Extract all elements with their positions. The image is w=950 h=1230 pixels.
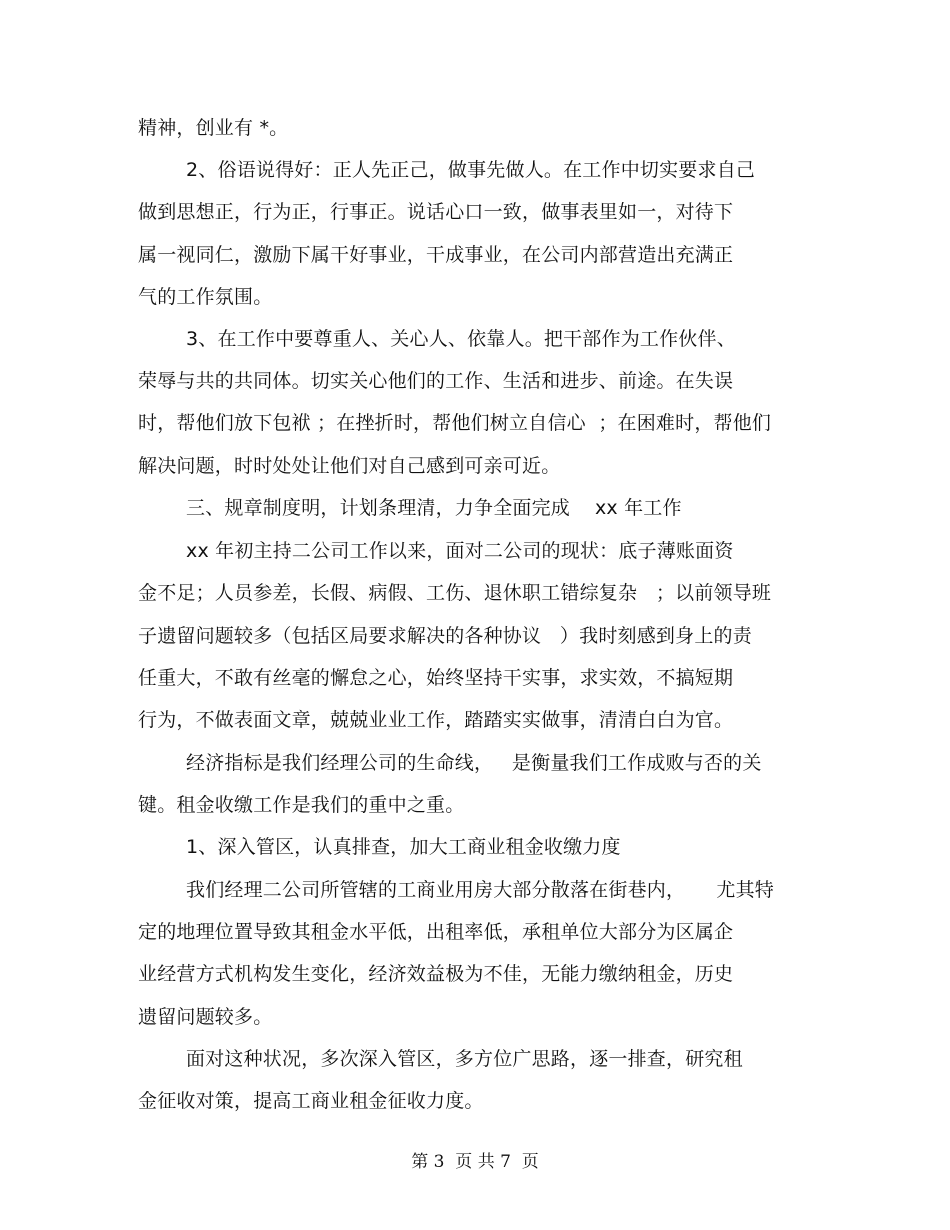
text-line: 做到思想正，行为正，行事正。说话心口一致，做事表里如一，对待下 xyxy=(138,201,734,223)
text-line: 解决问题，时时处处让他们对自己感到可亲可近。 xyxy=(138,455,561,477)
text-line: 3、在工作中要尊重人、关心人、依靠人。把干部作为工作伙伴、 xyxy=(186,328,736,350)
text-line: 行为，不做表面文章，兢兢业业工作，踏踏实实做事，清清白白为官。 xyxy=(138,709,734,731)
text-line: xx 年初主持二公司工作以来，面对二公司的现状：底子薄账面资 xyxy=(186,540,734,562)
text-line: 金不足；人员参差，长假、病假、工伤、退休职工错综复杂 ；以前领导班 xyxy=(138,582,772,604)
subsection-heading: 1、深入管区，认真排查，加大工商业租金收缴力度 xyxy=(186,836,621,858)
text-line: 荣辱与共的共同体。切实关心他们的工作、生活和进步、前途。在失误 xyxy=(138,370,734,392)
text-line: 键。租金收缴工作是我们的重中之重。 xyxy=(138,794,465,816)
text-line: 业经营方式机构发生变化，经济效益极为不佳，无能力缴纳租金，历史 xyxy=(138,963,734,985)
text-line: 金征收对策，提高工商业租金征收力度。 xyxy=(138,1090,484,1112)
text-line: 定的地理位置导致其租金水平低，出租率低，承租单位大部分为区属企 xyxy=(138,921,734,943)
text-line: 我们经理二公司所管辖的工商业用房大部分散落在街巷内， 尤其特 xyxy=(186,879,774,901)
text-line: 经济指标是我们经理公司的生命线， 是衡量我们工作成败与否的关 xyxy=(186,752,762,774)
text-line: 属一视同仁，激励下属干好事业，干成事业，在公司内部营造出充满正 xyxy=(138,244,734,266)
text-line: 气的工作氛围。 xyxy=(138,286,273,308)
text-line: 时，帮他们放下包袱 ；在挫折时，帮他们树立自信心 ；在困难时，帮他们 xyxy=(138,412,772,434)
text-line: 面对这种状况，多次深入管区，多方位广思路，逐一排查，研究租 xyxy=(186,1048,743,1070)
text-line: 任重大，不敢有丝毫的懈怠之心，始终坚持干实事，求实效，不搞短期 xyxy=(138,667,734,689)
text-line: 子遗留问题较多（包括区局要求解决的各种协议 ）我时刻感到身上的责 xyxy=(138,625,752,647)
text-line: 2、俗语说得好：正人先正己，做事先做人。在工作中切实要求自己 xyxy=(186,159,756,181)
section-heading: 三、规章制度明，计划条理清，力争全面完成 xx 年工作 xyxy=(186,497,682,519)
page-number: 第 3 页 共 7 页 xyxy=(411,1152,539,1172)
text-line: 遗留问题较多。 xyxy=(138,1006,273,1028)
text-line: 精神，创业有 *。 xyxy=(138,117,289,139)
